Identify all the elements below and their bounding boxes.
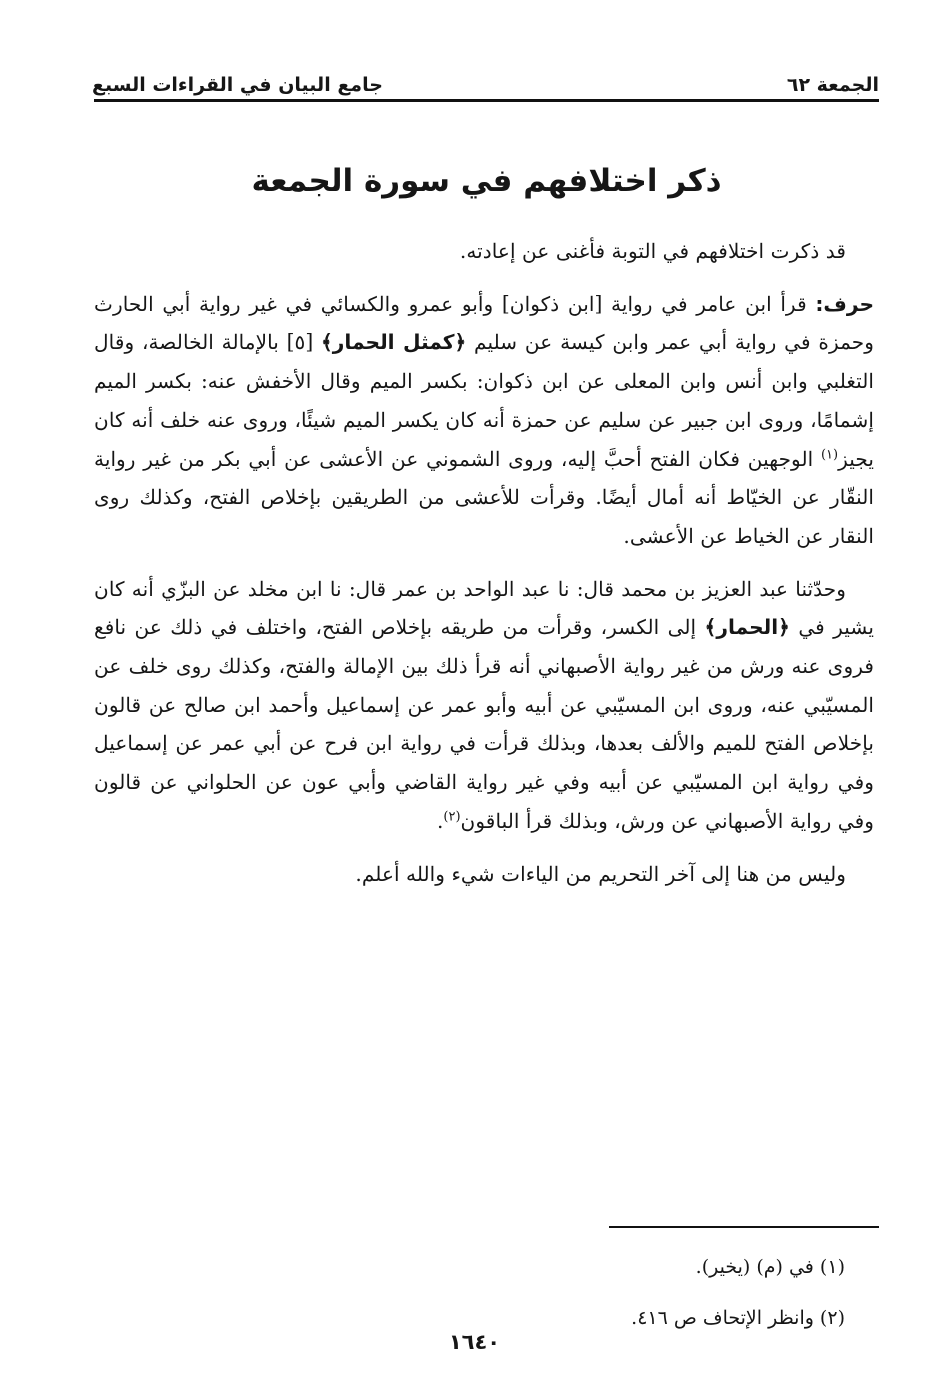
footnote-2: (٢) وانظر الإتحاف ص ٤١٦.	[631, 1307, 845, 1329]
paragraph-text: إلى الكسر، وقرأت من طريقه بإخلاص الفتح، واختلف في ذلك عن نافع فروى عنه ورش من غير رواية الأصبهاني أنه قرأ ذلك بين الإمالة والفتح، وكذلك روى خلف عن المسيّبي عنه، وروى ابن المسيّبي عن أبيه وأبو عمر عن إسماعيل وأحمد ابن صالح عن قالون بإخلاص الفتح للميم والألف بعدها، وبذلك قرأت في رواية ابن فرح عن أبي عمر عن إسماعيل وفي رواية ابن المسيّبي عن أبيه وفي غير رواية القاضي وأبي عون عن الحلواني عن قالون وفي رواية الأصبهاني عن ورش، وبذلك قرأ الباقون	[94, 615, 874, 833]
paragraph-harf	[94, 285, 874, 556]
footnote-rule	[609, 1226, 879, 1228]
paragraph-text: قرأ ابن عامر في رواية [ابن ذكوان] وأبو عمرو والكسائي في غير رواية أبي الحارث وحمزة في رواية أبي عمر وابن كيسة عن سليم	[94, 291, 874, 355]
header-rule	[94, 99, 879, 102]
paragraph-text: .	[436, 808, 444, 833]
paragraph-text: وحدّثنا عبد العزيز بن محمد قال: نا عبد الواحد بن عمر قال: نا ابن مخلد عن البزّي أنه كان يشير في	[94, 576, 874, 640]
paragraph-text: الوجهين فكان الفتح أحبَّ إليه، وروى الشموني عن الأعشى عن أبي بكر من غير رواية النقّار عن الخيّاط أنه أمال أيضًا. وقرأت للأعشى من الطريقين بإخلاص الفتح، وكذلك روى النقار عن الخياط عن الأعشى.	[94, 446, 874, 548]
header-chapter: الجمعة ٦٢	[786, 74, 879, 96]
running-header	[92, 60, 879, 96]
header-book-title: جامع البيان في القراءات السبع	[92, 74, 383, 96]
body-text	[94, 232, 874, 907]
paragraph-text: [٥] بالإمالة الخالصة، وقال التغلبي وابن أنس وابن المعلى عن ابن ذكوان: بكسر الميم وقال الأخفش عنه: بكسر الميم إشمامًا، وروى ابن جبير عن سليم عن حمزة أنه كان يكسر الميم شيئًا، وروى عنه خلف أنه كان يجيز	[94, 330, 874, 471]
page-number: ١٦٤٠	[448, 1330, 501, 1354]
quran-quote: ﴿كمثل الحمار﴾	[320, 330, 467, 355]
footnote-marker: (٢)	[443, 809, 461, 825]
quran-quote: ﴿الحمار﴾	[704, 615, 790, 640]
paragraph-intro: قد ذكرت اختلافهم في التوبة فأغنى عن إعادته.	[459, 239, 846, 263]
harf-label: حرف:	[815, 291, 874, 316]
footnotes	[631, 1242, 845, 1344]
footnote-marker: (١)	[820, 446, 839, 462]
footnote-1: (١) في (م) (يخير).	[695, 1256, 845, 1278]
section-title: ذكر اختلافهم في سورة الجمعة	[251, 163, 722, 199]
paragraph-narration	[94, 570, 874, 841]
paragraph-closing: وليس من هنا إلى آخر التحريم من الياءات شيء والله أعلم.	[355, 861, 846, 886]
